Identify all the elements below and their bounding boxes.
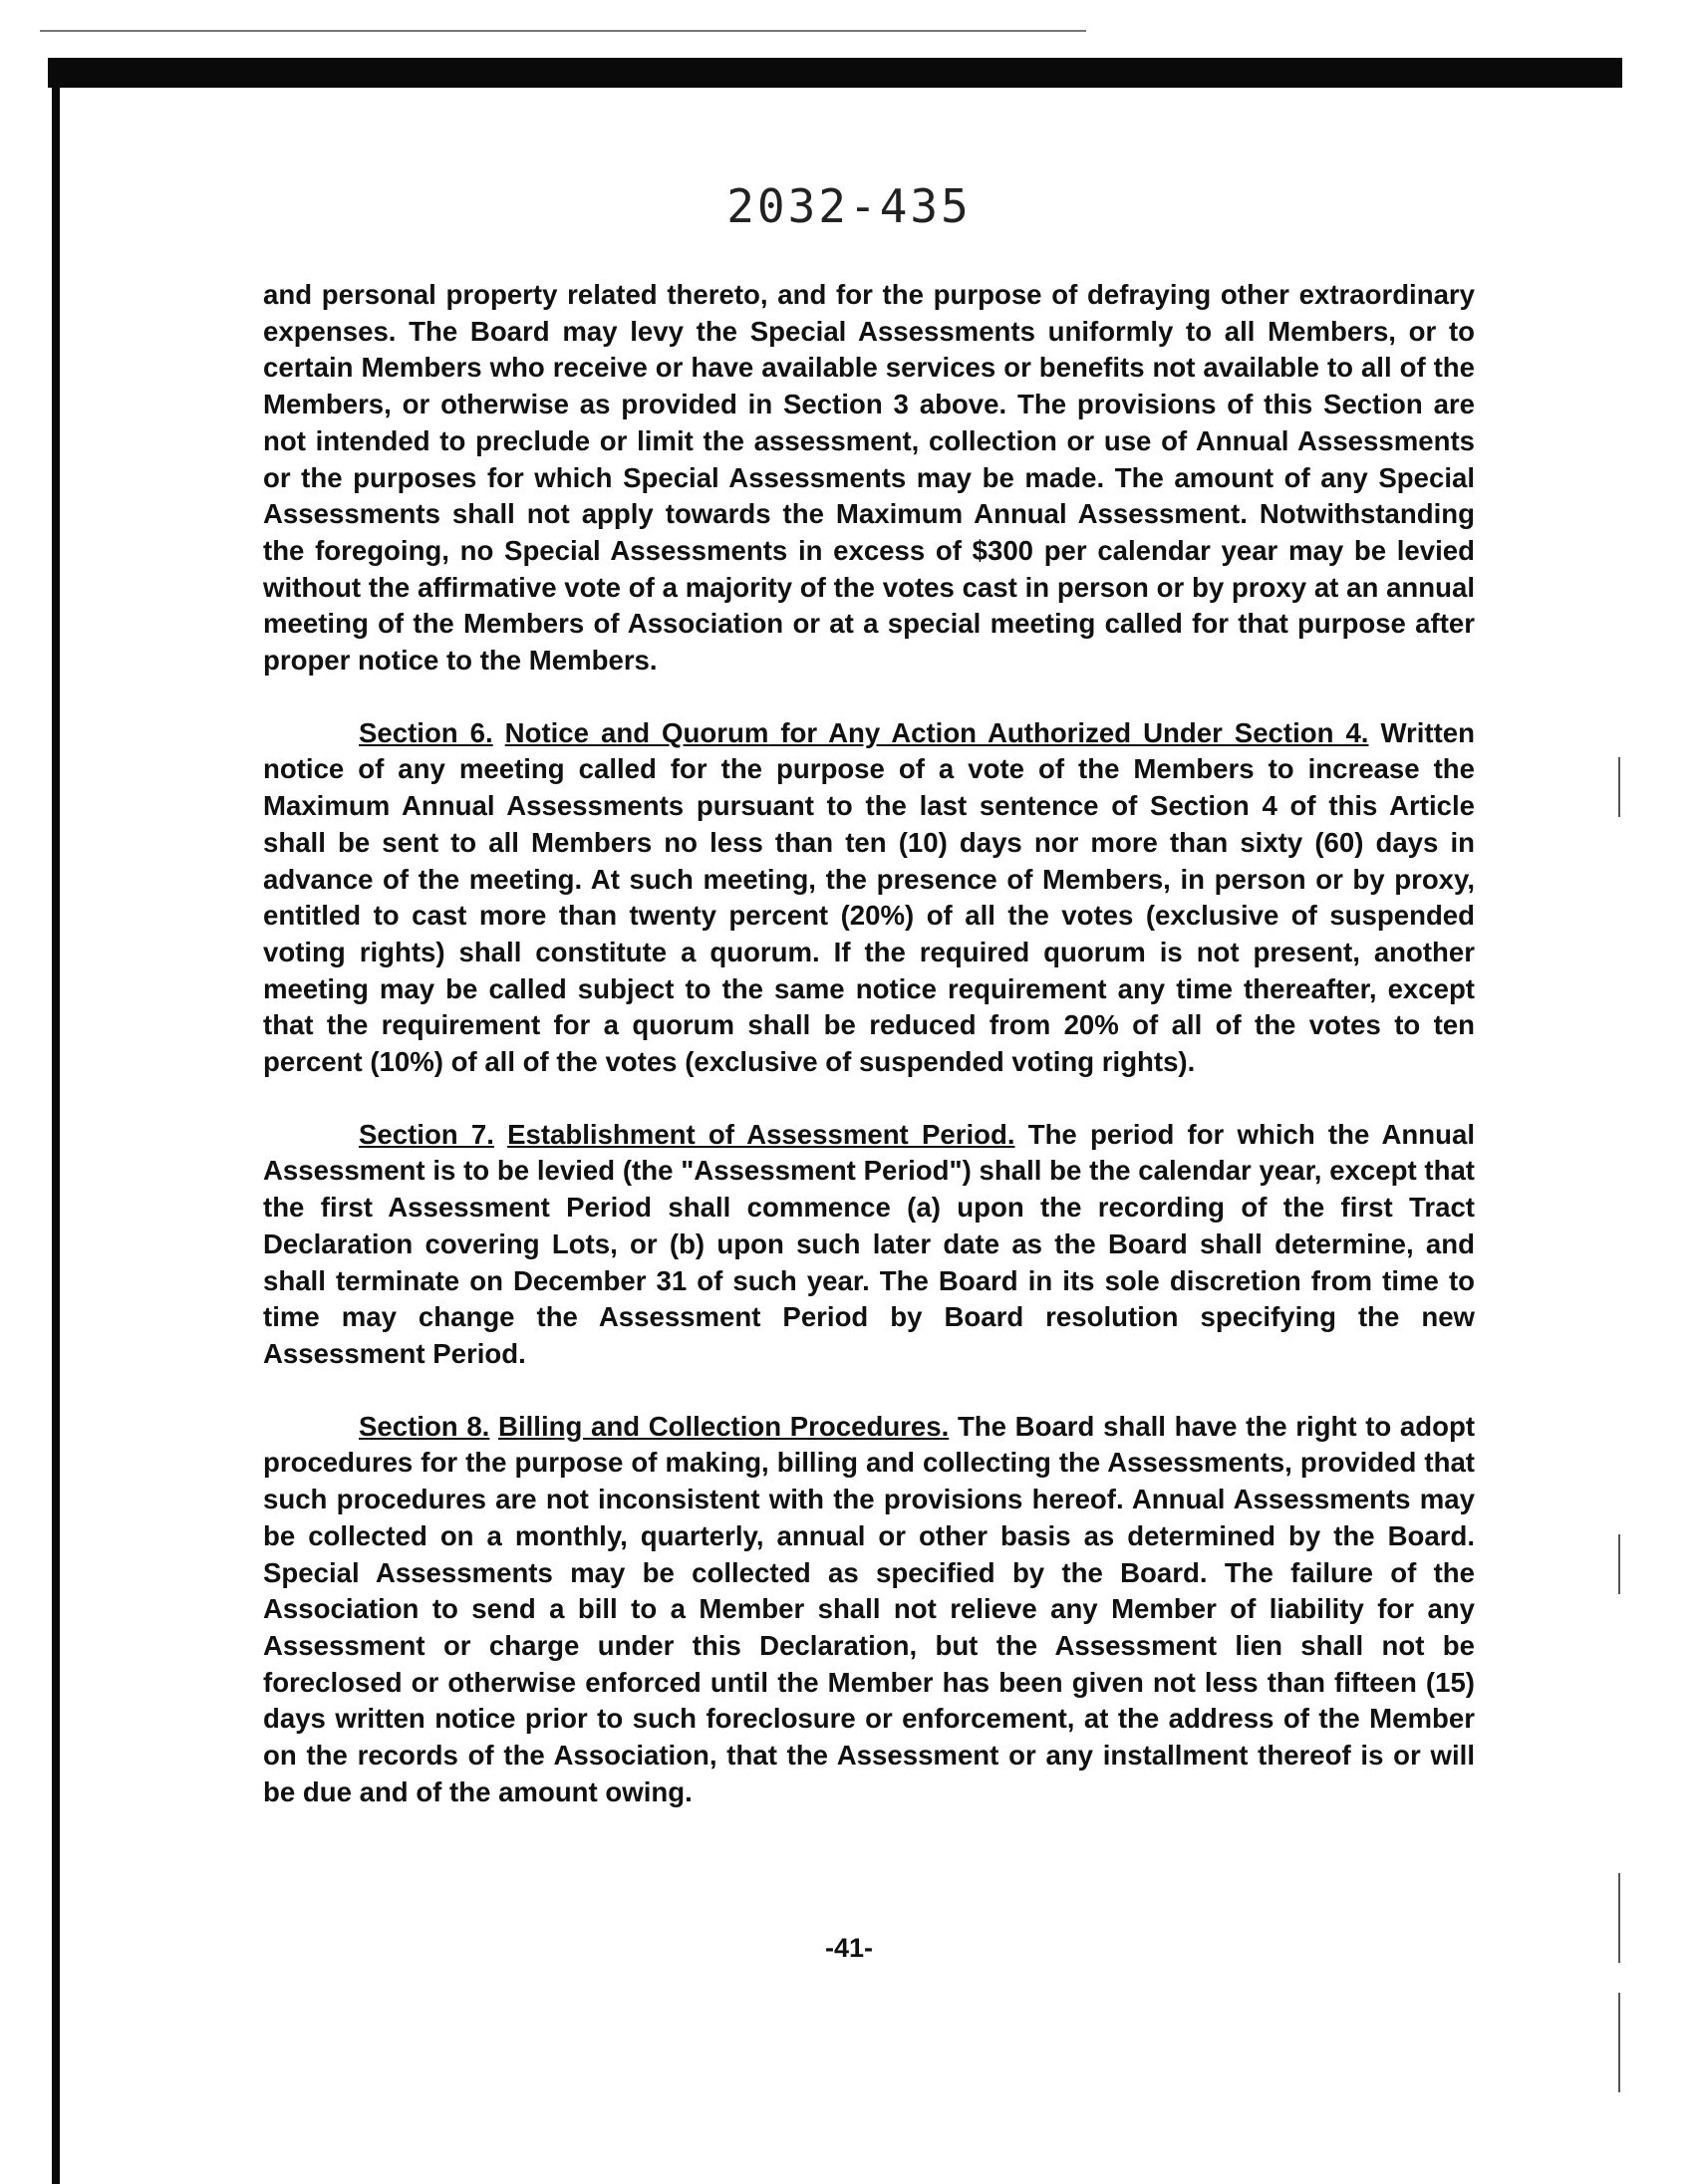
section-heading-number: Section 7. — [359, 1118, 494, 1150]
scan-mark-right — [1618, 757, 1620, 817]
document-body — [263, 277, 1475, 1846]
section-8 — [263, 1409, 1475, 1811]
paragraph-text: The period for which the Annual Assessment is to be levied (the "Assessment Period") shall be the calendar year, except that the first Assessment Period shall commence (a) upon the recording of the first Tract Declaration covering Lots, or (b) upon such later date as the Board shall determine, and shall terminate on December 31 of such year. The Board in its sole discretion from time to time may change the Assessment Period by Board resolution specifying the new Assessment Period. — [263, 1118, 1475, 1369]
document-number: 2032-435 — [726, 179, 972, 233]
section-7 — [263, 1117, 1475, 1373]
paragraph-text: The Board shall have the right to adopt procedures for the purpose of making, billing and collecting the Assessments, provided that such procedures are not inconsistent with the provisions hereof. Annual Assessments may be collected on a monthly, quarterly, annual or other basis as determined by the Board. Special Assessments may be collected as specified by the Board. The failure of the Association to send a bill to a Member shall not relieve any Member of liability for any Assessment or charge under this Declaration, but the Assessment lien shall not be foreclosed or otherwise enforced until the Member has been given not less than fifteen (15) days written notice prior to such foreclosure or enforcement, at the address of the Member on the records of the Association, that the Assessment or any installment thereof is or will be due and of the amount owing. — [263, 1410, 1476, 1807]
paragraph-text: and personal property related thereto, and for the purpose of defraying other extraordinary expenses. The Board may levy the Special Assessments uniformly to all Members, or to certain Members who receive or have available services or benefits not available to all of the Members, or otherwise as provided in Section 3 above. The provisions of this Section are not intended to preclude or limit the assessment, collection or use of Annual Assessments or the purposes for which Special Assessments may be made. The amount of any Special Assessments shall not apply towards the Maximum Annual Assessment. Notwithstanding the foregoing, no Special Assessments in excess of $300 per calendar year may be levied without the affirmative vote of a majority of the votes cast in person or by proxy at an annual meeting of the Members of Association or at a special meeting called for that purpose after proper notice to the Members. — [263, 279, 1475, 677]
scan-border-left — [52, 88, 60, 2184]
paragraph-continuation — [263, 277, 1475, 680]
section-heading-title: Establishment of Assessment Period. — [507, 1118, 1015, 1150]
scan-mark-right — [1618, 1534, 1620, 1594]
paragraph-text: Written notice of any meeting called for the purpose of a vote of the Members to increase the Maximum Annual Assessments pursuant to the last sentence of Section 4 of this Article shall be sent to all Members no less than ten (10) days nor more than sixty (60) days in advance of the meeting. At such meeting, the presence of Members, in person or by proxy, entitled to cast more than twenty percent (20%) of all the votes (exclusive of suspended voting rights) shall constitute a quorum. If the required quorum is not present, another meeting may be called subject to the same notice requirement any time thereafter, except that the requirement for a quorum shall be reduced from 20% of all of the votes to ten percent (10%) of all of the votes (exclusive of suspended voting rights). — [263, 716, 1475, 1078]
section-heading-number: Section 8. — [359, 1410, 490, 1442]
scan-mark-right — [1618, 1993, 1620, 2092]
section-heading-title: Billing and Collection Procedures. — [498, 1410, 950, 1442]
top-rule — [40, 30, 1086, 32]
page-number: -41- — [824, 1933, 873, 1963]
section-heading-number: Section 6. — [359, 716, 493, 748]
section-6 — [263, 715, 1475, 1081]
scan-border-top — [48, 58, 1622, 88]
section-heading-title: Notice and Quorum for Any Action Authorized Under Section 4. — [504, 716, 1369, 748]
